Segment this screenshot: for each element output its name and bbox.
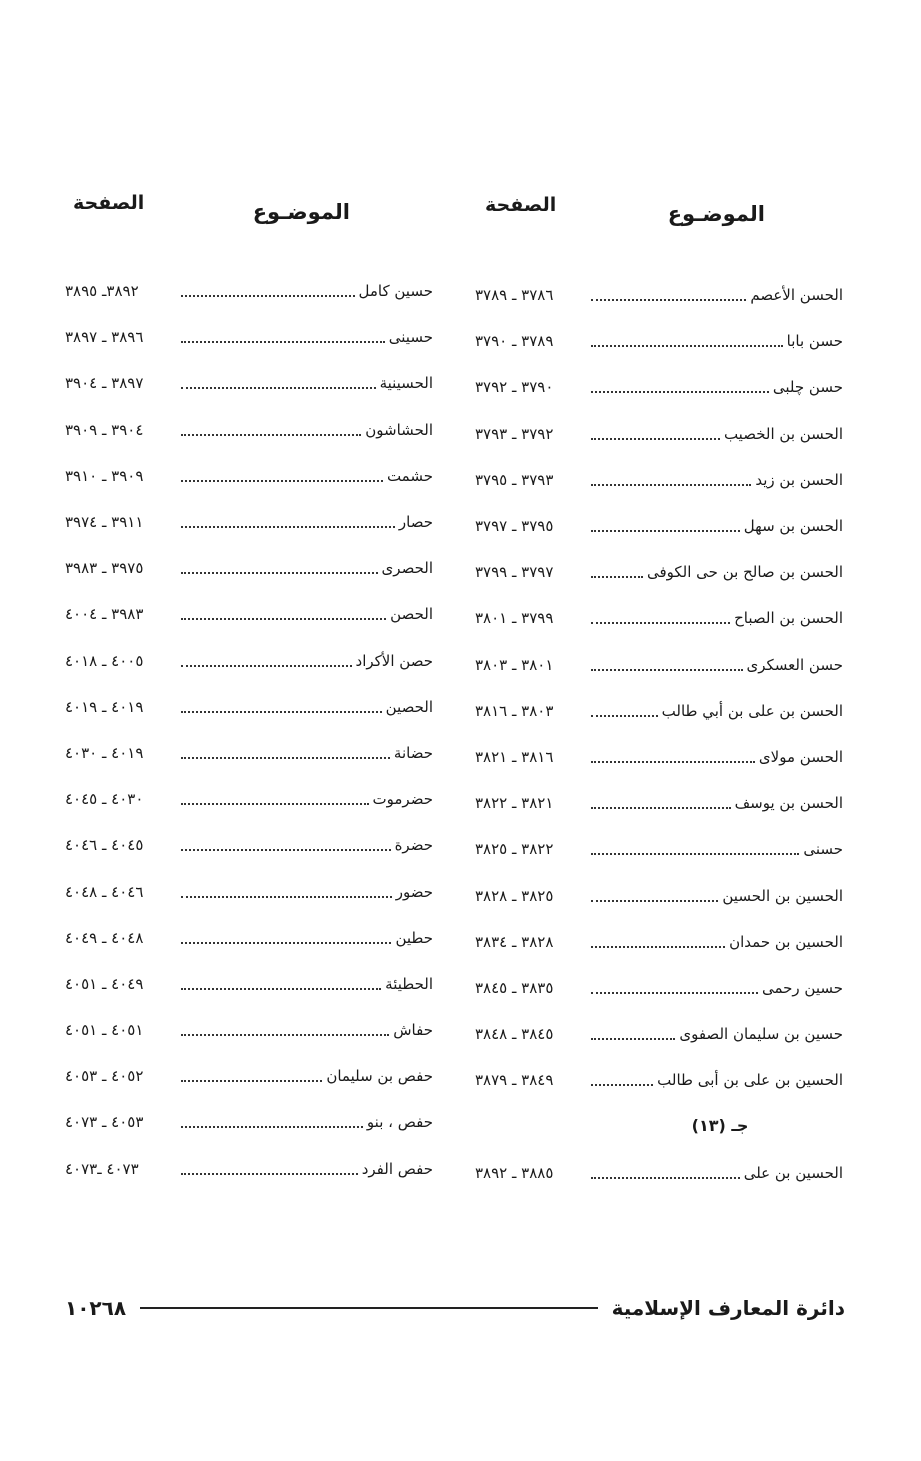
- entry-topic: حسين رحمى: [761, 978, 843, 997]
- dot-leader: [591, 391, 769, 393]
- index-column-left: [65, 192, 435, 1178]
- entry-pages: ٣٩٨٣ ـ ٤٠٠٤: [65, 605, 144, 624]
- footer-rule: [140, 1307, 598, 1309]
- entry-topic: حسين بن سليمان الصفوى: [679, 1025, 843, 1044]
- entry-pages: ٤٠٠٥ ـ ٤٠١٨: [65, 651, 144, 670]
- dot-leader: [181, 341, 385, 343]
- entry-topic: حسين كامل: [358, 282, 433, 301]
- index-entry: [475, 549, 845, 595]
- entry-topic: الحسن بن الخصيب: [723, 424, 843, 443]
- column-header: [475, 192, 845, 240]
- entry-pages: ٣٩٧٥ ـ ٣٩٨٣: [65, 559, 144, 578]
- dot-leader: [591, 715, 658, 717]
- dot-leader: [591, 807, 731, 809]
- dot-leader: [181, 434, 361, 436]
- book-title: دائرة المعارف الإسلامية: [611, 1296, 845, 1320]
- index-entry: [65, 961, 435, 1007]
- entry-topic: الحصرى: [381, 559, 433, 578]
- dot-leader: [591, 1038, 675, 1040]
- entry-pages: ٣٨٩٦ ـ ٣٨٩٧: [65, 328, 144, 347]
- entry-pages: ٣٨٤٩ ـ ٣٨٧٩: [475, 1071, 554, 1090]
- dot-leader: [181, 711, 382, 713]
- entry-pages: ٣٩٠٩ ـ ٣٩١٠: [65, 466, 144, 485]
- dot-leader: [591, 1177, 740, 1179]
- index-entry: [475, 826, 845, 872]
- dot-leader: [181, 1173, 358, 1175]
- entry-topic: الحسن بن زيد: [755, 470, 843, 489]
- index-entry: [65, 591, 435, 637]
- dot-leader: [181, 480, 383, 482]
- dot-leader: [591, 992, 758, 994]
- index-entry: [475, 1057, 845, 1103]
- entry-pages: ٣٨٨٥ ـ ٣٨٩٢: [475, 1163, 554, 1182]
- dot-leader: [181, 757, 390, 759]
- entry-pages: ٣٩٠٤ ـ ٣٩٠٩: [65, 420, 144, 439]
- index-entry: [65, 638, 435, 684]
- index-entry: [475, 734, 845, 780]
- entry-pages: ٣٧٨٦ ـ ٣٧٨٩: [475, 286, 554, 305]
- dot-leader: [591, 900, 718, 902]
- entry-pages: ٤٠٥٢ ـ ٤٠٥٣: [65, 1067, 144, 1086]
- dot-leader: [181, 618, 386, 620]
- index-entry: [475, 1150, 845, 1196]
- entry-topic: الحسن بن الصباح: [734, 609, 843, 628]
- entry-topic: الحسين بن على بن أبى طالب: [657, 1071, 843, 1090]
- entry-topic: الحسن بن على بن أبي طالب: [661, 701, 843, 720]
- index-entry: [65, 868, 435, 914]
- dot-leader: [181, 665, 352, 667]
- entry-pages: ٣٨٢١ ـ ٣٨٢٢: [475, 794, 554, 813]
- entry-topic: حصن الأكراد: [355, 651, 433, 670]
- dot-leader: [591, 761, 755, 763]
- entry-pages: ٣٧٩٥ ـ ٣٧٩٧: [475, 517, 554, 536]
- volume-marker: جـ (١٣): [691, 1116, 749, 1136]
- dot-leader: [591, 853, 799, 855]
- dot-leader: [591, 299, 746, 301]
- dot-leader: [591, 622, 730, 624]
- entry-topic: حفص بن سليمان: [326, 1067, 433, 1086]
- index-entry: [475, 272, 845, 318]
- index-rows: [65, 268, 435, 1192]
- dot-leader: [181, 526, 395, 528]
- index-entry: [65, 1053, 435, 1099]
- index-entry: [65, 730, 435, 776]
- index-entry: [65, 1099, 435, 1145]
- index-rows: [475, 272, 845, 1196]
- entry-topic: حضانة: [393, 743, 433, 762]
- entry-pages: ٤٠١٩ ـ ٤٠٣٠: [65, 743, 144, 762]
- entry-pages: ٣٨٢٢ ـ ٣٨٢٥: [475, 840, 554, 859]
- entry-topic: الحسن مولاى: [758, 747, 843, 766]
- dot-leader: [181, 387, 376, 389]
- entry-pages: ٣٧٩٠ ـ ٣٧٩٢: [475, 378, 554, 397]
- index-entry: [475, 919, 845, 965]
- dot-leader: [181, 849, 391, 851]
- index-column-right: [475, 192, 845, 1182]
- entry-pages: ٤٠٤٥ ـ ٤٠٤٦: [65, 836, 144, 855]
- entry-topic: حفاش: [393, 1021, 433, 1040]
- entry-pages: ٤٠٥١ ـ ٤٠٥١: [65, 1021, 144, 1040]
- entry-topic: حشمت: [386, 466, 433, 485]
- entry-pages: ٣٧٩٢ ـ ٣٧٩٣: [475, 424, 554, 443]
- topic-heading: الموضـوع: [252, 200, 350, 224]
- entry-topic: حفص ، بنو: [366, 1113, 433, 1132]
- entry-topic: حسينى: [388, 328, 433, 347]
- index-entry: [475, 364, 845, 410]
- entry-topic: الحسن بن صالح بن حى الكوفى: [646, 563, 843, 582]
- index-entry: [475, 780, 845, 826]
- entry-pages: ٣٧٩٩ ـ ٣٨٠١: [475, 609, 554, 628]
- index-entry: [475, 595, 845, 641]
- index-entry: [475, 318, 845, 364]
- dot-leader: [181, 1034, 389, 1036]
- entry-pages: ٤٠٤٨ ـ ٤٠٤٩: [65, 928, 144, 947]
- dot-leader: [591, 576, 643, 578]
- dot-leader: [181, 572, 378, 574]
- entry-pages: ٤٠١٩ ـ ٤٠١٩: [65, 697, 144, 716]
- entry-topic: حسن العسكرى: [746, 655, 843, 674]
- column-header: [65, 192, 435, 240]
- dot-leader: [591, 946, 725, 948]
- entry-topic: الحسن بن يوسف: [734, 794, 843, 813]
- index-entry: [65, 1146, 435, 1192]
- index-entry: [65, 453, 435, 499]
- index-entry: [475, 965, 845, 1011]
- entry-pages: ٣٨٩٧ ـ ٣٩٠٤: [65, 374, 144, 393]
- index-entry: [475, 872, 845, 918]
- topic-heading: الموضـوع: [667, 202, 765, 226]
- dot-leader: [181, 1126, 363, 1128]
- index-entry: [65, 915, 435, 961]
- entry-topic: الحصين: [385, 697, 433, 716]
- page-heading: الصفحة: [73, 192, 145, 214]
- index-entry: [65, 1007, 435, 1053]
- dot-leader: [591, 438, 720, 440]
- entry-topic: حضرة: [394, 836, 433, 855]
- entry-topic: حطين: [395, 928, 433, 947]
- entry-pages: ٣٨٠١ ـ ٣٨٠٣: [475, 655, 554, 674]
- entry-pages: ٤٠٣٠ ـ ٤٠٤٥: [65, 790, 144, 809]
- entry-pages: ٤٠٧٣ ـ٤٠٧٣: [65, 1159, 139, 1178]
- dot-leader: [181, 896, 392, 898]
- entry-pages: ٤٠٤٦ ـ ٤٠٤٨: [65, 882, 144, 901]
- index-entry: [475, 411, 845, 457]
- entry-topic: حسن چلبى: [772, 378, 843, 397]
- entry-pages: ٣٧٩٧ ـ ٣٧٩٩: [475, 563, 554, 582]
- entry-topic: حضور: [395, 882, 433, 901]
- index-entry: [475, 642, 845, 688]
- entry-topic: الحصن: [390, 605, 433, 624]
- entry-pages: ٣٨٠٣ ـ ٣٨١٦: [475, 701, 554, 720]
- entry-topic: الحسين بن حمدان: [729, 932, 843, 951]
- entry-topic: حضرموت: [372, 790, 433, 809]
- index-entry: [65, 268, 435, 314]
- dot-leader: [591, 484, 751, 486]
- entry-pages: ٣٧٨٩ ـ ٣٧٩٠: [475, 332, 554, 351]
- entry-topic: الحطيئة: [385, 974, 433, 993]
- entry-topic: الحشاشون: [365, 420, 433, 439]
- entry-topic: حصار: [398, 513, 433, 532]
- entry-pages: ٣٨١٦ ـ ٣٨٢١: [475, 747, 554, 766]
- entry-topic: حسنى: [803, 840, 843, 859]
- entry-pages: ٣٨٩٢ـ ٣٨٩٥: [65, 282, 139, 301]
- dot-leader: [591, 669, 743, 671]
- entry-pages: ٤٠٥٣ ـ ٤٠٧٣: [65, 1113, 144, 1132]
- entry-pages: ٣٩١١ ـ ٣٩٧٤: [65, 513, 144, 532]
- entry-topic: الحسين بن على: [743, 1163, 843, 1182]
- index-entry: [65, 545, 435, 591]
- page-footer: [65, 1288, 845, 1328]
- dot-leader: [591, 530, 740, 532]
- index-entry: [65, 360, 435, 406]
- dot-leader: [181, 295, 355, 297]
- entry-topic: الحسن الأعصم: [750, 286, 843, 305]
- entry-topic: الحسين بن الحسين: [722, 886, 843, 905]
- dot-leader: [181, 988, 381, 990]
- index-entry: [475, 1011, 845, 1057]
- index-entry: [65, 684, 435, 730]
- index-entry: [65, 499, 435, 545]
- index-entry: [475, 688, 845, 734]
- dot-leader: [591, 1084, 653, 1086]
- entry-topic: حفص الفرد: [361, 1159, 433, 1178]
- entry-pages: ٤٠٤٩ ـ ٤٠٥١: [65, 974, 144, 993]
- dot-leader: [591, 345, 783, 347]
- index-entry: [65, 314, 435, 360]
- entry-pages: ٣٨٢٥ ـ ٣٨٢٨: [475, 886, 554, 905]
- index-entry: [475, 503, 845, 549]
- entry-topic: الحسن بن سهل: [743, 517, 843, 536]
- entry-topic: الحسينية: [379, 374, 433, 393]
- entry-topic: حسن بابا: [786, 332, 843, 351]
- index-entry: [65, 822, 435, 868]
- page-heading: الصفحة: [485, 194, 557, 216]
- index-entry: [65, 776, 435, 822]
- dot-leader: [181, 803, 369, 805]
- entry-pages: ٣٨٣٥ ـ ٣٨٤٥: [475, 978, 554, 997]
- entry-pages: ٣٨٤٥ ـ ٣٨٤٨: [475, 1025, 554, 1044]
- index-entry: [475, 457, 845, 503]
- dot-leader: [181, 942, 391, 944]
- dot-leader: [181, 1080, 322, 1082]
- index-entry: [65, 407, 435, 453]
- page-number: ١٠٢٦٨: [65, 1296, 127, 1320]
- entry-pages: ٣٨٢٨ ـ ٣٨٣٤: [475, 932, 554, 951]
- entry-pages: ٣٧٩٣ ـ ٣٧٩٥: [475, 470, 554, 489]
